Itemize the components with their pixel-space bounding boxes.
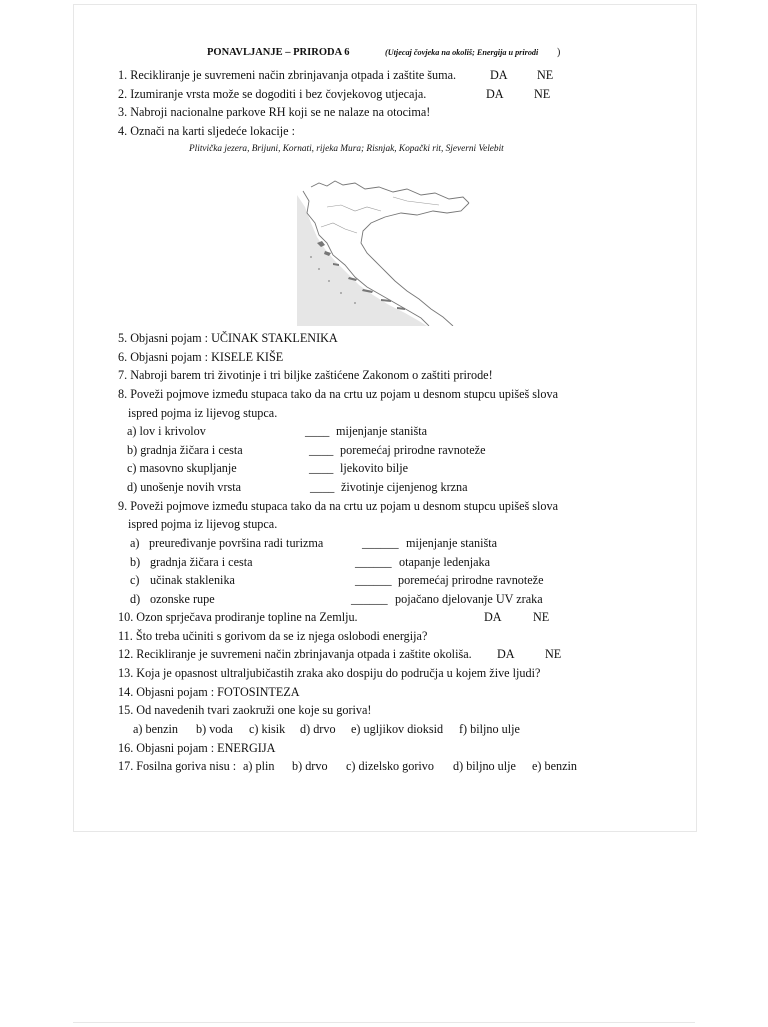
q10-ne: NE <box>533 610 550 624</box>
q8-answer-blank: ____ <box>310 480 335 494</box>
q9-answer-blank: ______ <box>355 573 392 587</box>
question-2: 2. Izumiranje vrsta može se dogoditi i bez čovjekovog utjecaja. <box>118 87 427 101</box>
q9-right-item: pojačano djelovanje UV zraka <box>395 592 543 606</box>
q12-da: DA <box>497 647 515 661</box>
q8-right-item: ljekovito bilje <box>340 461 409 475</box>
q8-left-item: d) unošenje novih vrsta <box>127 480 242 494</box>
q15-option: d) drvo <box>300 722 336 736</box>
question-3: 3. Nabroji nacionalne parkove RH koji se ne nalaze na otocima! <box>118 105 431 119</box>
q17-option: c) dizelsko gorivo <box>346 759 434 773</box>
q1-da: DA <box>490 68 508 82</box>
q8-right-item: mijenjanje staništa <box>336 424 428 438</box>
question-8-cont: ispred pojma iz lijevog stupca. <box>128 406 278 420</box>
q2-ne: NE <box>534 87 551 101</box>
q8-left-item: c) masovno skupljanje <box>127 461 237 475</box>
question-5: 5. Objasni pojam : UČINAK STAKLENIKA <box>118 331 338 345</box>
question-9-cont: ispred pojma iz lijevog stupca. <box>128 517 278 531</box>
q2-da: DA <box>486 87 504 101</box>
q9-answer-blank: ______ <box>362 536 399 550</box>
question-1: 1. Recikliranje je suvremeni način zbrinjavanja otpada i zaštite šuma. <box>118 68 457 82</box>
q9-right-item: mijenjanje staništa <box>406 536 498 550</box>
q9-left-item: gradnja žičara i cesta <box>150 555 253 569</box>
question-11: 11. Što treba učiniti s gorivom da se iz njega oslobodi energija? <box>118 629 428 643</box>
q15-option: a) benzin <box>133 722 179 736</box>
q17-option: a) plin <box>243 759 275 773</box>
next-page-edge <box>73 1022 695 1027</box>
worksheet-title: PONAVLJANJE – PRIRODA 6 <box>207 47 350 58</box>
q9-right-item: poremećaj prirodne ravnoteže <box>398 573 544 587</box>
question-12: 12. Recikliranje je suvremeni način zbrinjavanja otpada i zaštite okoliša. <box>118 647 472 661</box>
q17-option: e) benzin <box>532 759 578 773</box>
worksheet-subtitle: (Utjecaj čovjeka na okoliš; Energija u prirodi <box>385 48 539 57</box>
q15-option: e) ugljikov dioksid <box>351 722 444 736</box>
q8-answer-blank: ____ <box>309 461 334 475</box>
q8-left-item: a) lov i krivolov <box>127 424 206 438</box>
subtitle-close-paren: ) <box>557 47 561 58</box>
q9-left-item: učinak staklenika <box>150 573 235 587</box>
q9-answer-blank: ______ <box>355 555 392 569</box>
q8-right-item: životinje cijenjenog krzna <box>341 480 468 494</box>
q10-da: DA <box>484 610 502 624</box>
question-17: 17. Fosilna goriva nisu : <box>118 759 237 773</box>
question-15: 15. Od navedenih tvari zaokruži one koje su goriva! <box>118 703 372 717</box>
q9-letter: d) <box>130 592 141 606</box>
q8-answer-blank: ____ <box>309 443 334 457</box>
q8-left-item: b) gradnja žičara i cesta <box>127 443 243 457</box>
q17-option: d) biljno ulje <box>453 759 516 773</box>
question-7: 7. Nabroji barem tri životinje i tri biljke zaštićene Zakonom o zaštiti prirode! <box>118 368 493 382</box>
question-8: 8. Poveži pojmove između stupaca tako da na crtu uz pojam u desnom stupcu upišeš slova <box>118 387 559 401</box>
q15-option: f) biljno ulje <box>459 722 520 736</box>
q15-option: b) voda <box>196 722 233 736</box>
q15-option: c) kisik <box>249 722 286 736</box>
q9-answer-blank: ______ <box>351 592 388 606</box>
question-4: 4. Označi na karti sljedeće lokacije : <box>118 124 295 138</box>
q12-ne: NE <box>545 647 562 661</box>
q9-letter: b) <box>130 555 141 569</box>
q9-letter: a) <box>130 536 140 550</box>
q9-letter: c) <box>130 573 140 587</box>
q1-ne: NE <box>537 68 554 82</box>
question-13: 13. Koja je opasnost ultraljubičastih zraka ako dospiju do područja u kojem žive ljudi? <box>118 666 541 680</box>
q17-option: b) drvo <box>292 759 328 773</box>
question-16: 16. Objasni pojam : ENERGIJA <box>118 741 276 755</box>
question-14: 14. Objasni pojam : FOTOSINTEZA <box>118 685 300 699</box>
question-9: 9. Poveži pojmove između stupaca tako da na crtu uz pojam u desnom stupcu upišeš slova <box>118 499 559 513</box>
croatia-map <box>297 177 471 326</box>
q8-right-item: poremećaj prirodne ravnoteže <box>340 443 486 457</box>
q9-right-item: otapanje ledenjaka <box>399 555 491 569</box>
q9-left-item: ozonske rupe <box>150 592 215 606</box>
location-list: Plitvička jezera, Brijuni, Kornati, rijeka Mura; Risnjak, Kopački rit, Sjeverni Velebit <box>189 144 504 154</box>
question-6: 6. Objasni pojam : KISELE KIŠE <box>118 350 284 364</box>
q9-left-item: preuređivanje površina radi turizma <box>149 536 324 550</box>
question-10: 10. Ozon sprječava prodiranje topline na Zemlju. <box>118 610 358 624</box>
q8-answer-blank: ____ <box>305 424 330 438</box>
